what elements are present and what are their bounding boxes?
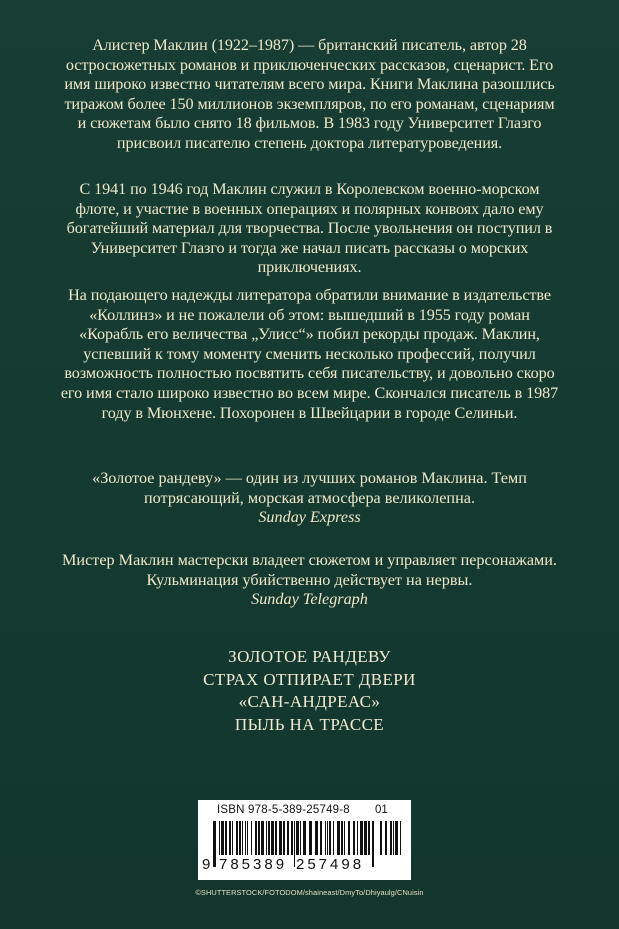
book-title: «САН-АНДРЕАС»	[238, 692, 381, 711]
barcode-bar	[368, 821, 370, 855]
barcode-bar	[251, 821, 252, 855]
review-text: Мистер Маклин мастерски владеет сюжетом и управляет персонажами. Кульминация убийственно действует на нервы.	[62, 551, 557, 589]
barcode-bar	[239, 821, 241, 855]
book-title: ПЫЛЬ НА ТРАССЕ	[234, 714, 385, 734]
barcode-bar	[300, 821, 301, 855]
barcode-bar	[261, 821, 264, 855]
barcode-bar	[344, 821, 345, 855]
review-source: Sunday Express	[258, 508, 361, 527]
review-source: Sunday Telegraph	[251, 590, 368, 609]
barcode-bar	[275, 821, 277, 855]
photo-credit: ©SHUTTERSTOCK/FOTODOM/shaineast/DmyTo/Dhiyaulg/CNuisin	[195, 888, 424, 897]
barcode-bar	[360, 821, 363, 855]
barcode-bar	[309, 821, 312, 855]
barcode-bar	[348, 821, 350, 855]
barcode-bar	[341, 821, 343, 855]
isbn-number: ISBN 978-5-389-25749-8	[217, 804, 350, 816]
barcode-bar	[357, 821, 358, 855]
barcode-bar	[245, 821, 246, 855]
barcode-bar	[236, 821, 238, 855]
isbn-barcode	[198, 800, 411, 880]
barcode-bar	[271, 821, 274, 855]
barcode-bar	[303, 821, 306, 855]
barcode-bar	[279, 821, 282, 855]
barcode-bar	[242, 821, 243, 855]
barcode-bar	[380, 821, 382, 855]
barcode-bar	[337, 821, 340, 855]
barcode-bar	[327, 821, 328, 855]
barcode-bar	[266, 821, 267, 855]
barcode-bar	[268, 821, 270, 855]
barcode-bar	[255, 821, 257, 855]
barcode-bar	[225, 821, 227, 855]
review-text: «Золотое рандеву» — один из лучших романов Маклина. Темп потрясающий, морская атмосфера великолепна.	[92, 469, 527, 507]
author-bio-paragraph-2: С 1941 по 1946 год Маклин служил в Королевском военно-морском флоте, и участие в военных операциях и полярных конвоях дало ему богатейший материал для творчества. После увольнения он поступил в Университет Глазго и тогда же начал писать рассказы о морских приключениях.	[66, 180, 553, 277]
barcode-bar	[400, 821, 401, 855]
barcode-bar	[291, 821, 293, 855]
barcode-bar	[364, 821, 367, 855]
barcode-bar	[287, 821, 289, 855]
book-series-list	[60, 646, 559, 736]
review-quote-1	[60, 469, 559, 528]
barcode-bar	[232, 821, 233, 855]
barcode-bar	[353, 821, 355, 855]
barcode-bar	[283, 821, 285, 855]
barcode-bar	[258, 821, 260, 855]
author-bio-paragraph-1: Алистер Маклин (1922–1987) — британский писатель, автор 28 остросюжетных романов и приключенческих рассказов, сценарист. Его имя широко известно читателям всего мира. Книги Маклина разошлись тиражом более 150 миллионов экземпляров, по его романам, сценариям и сюжетам было снято 18 фильмов. В 1983 году Университет Глазго присвоил писателю степень доктора литературоведения.	[64, 36, 555, 152]
barcode-bar	[315, 821, 318, 855]
barcode-bar	[247, 821, 248, 855]
barcode-bar	[325, 821, 326, 855]
barcode-bar	[393, 821, 394, 855]
book-title: ЗОЛОТОЕ РАНДЕВУ	[228, 647, 391, 666]
author-bio-paragraph-3: На подающего надежды литератора обратили внимание в издательстве «Коллинз» и не пожалели об этом: вышедший в 1955 году роман «Корабль его величества „Улисс“» побил рекорды продаж. Маклин, успевший к тому моменту сменить несколько профессий, получил возможность полностью посвятить себя писательству, и довольно скоро его имя стало широко известно во всем мире. Скончался писатель в 1987 году в Мюнхене. Похоронен в Швейцарии в городе Селиньи.	[60, 286, 559, 422]
barcode-addon-bars	[380, 821, 404, 867]
ean-left-digits: 785389	[219, 856, 288, 873]
review-quote-2	[60, 551, 559, 610]
barcode-digits	[202, 853, 378, 875]
barcode-bar	[390, 821, 392, 855]
barcode-bar	[333, 821, 334, 855]
barcode-bar	[329, 821, 331, 855]
ean-right-digits: 257498	[296, 856, 365, 873]
book-title: СТРАХ ОТПИРАЕТ ДВЕРИ	[203, 669, 416, 689]
barcode-bar	[320, 821, 322, 855]
isbn-addon-code: 01	[375, 804, 388, 816]
barcode-bar	[385, 821, 387, 855]
barcode-bar	[229, 821, 231, 855]
ean-first-digit: 9	[202, 856, 211, 873]
barcode-bar	[221, 821, 224, 855]
barcode-bar	[395, 821, 398, 855]
